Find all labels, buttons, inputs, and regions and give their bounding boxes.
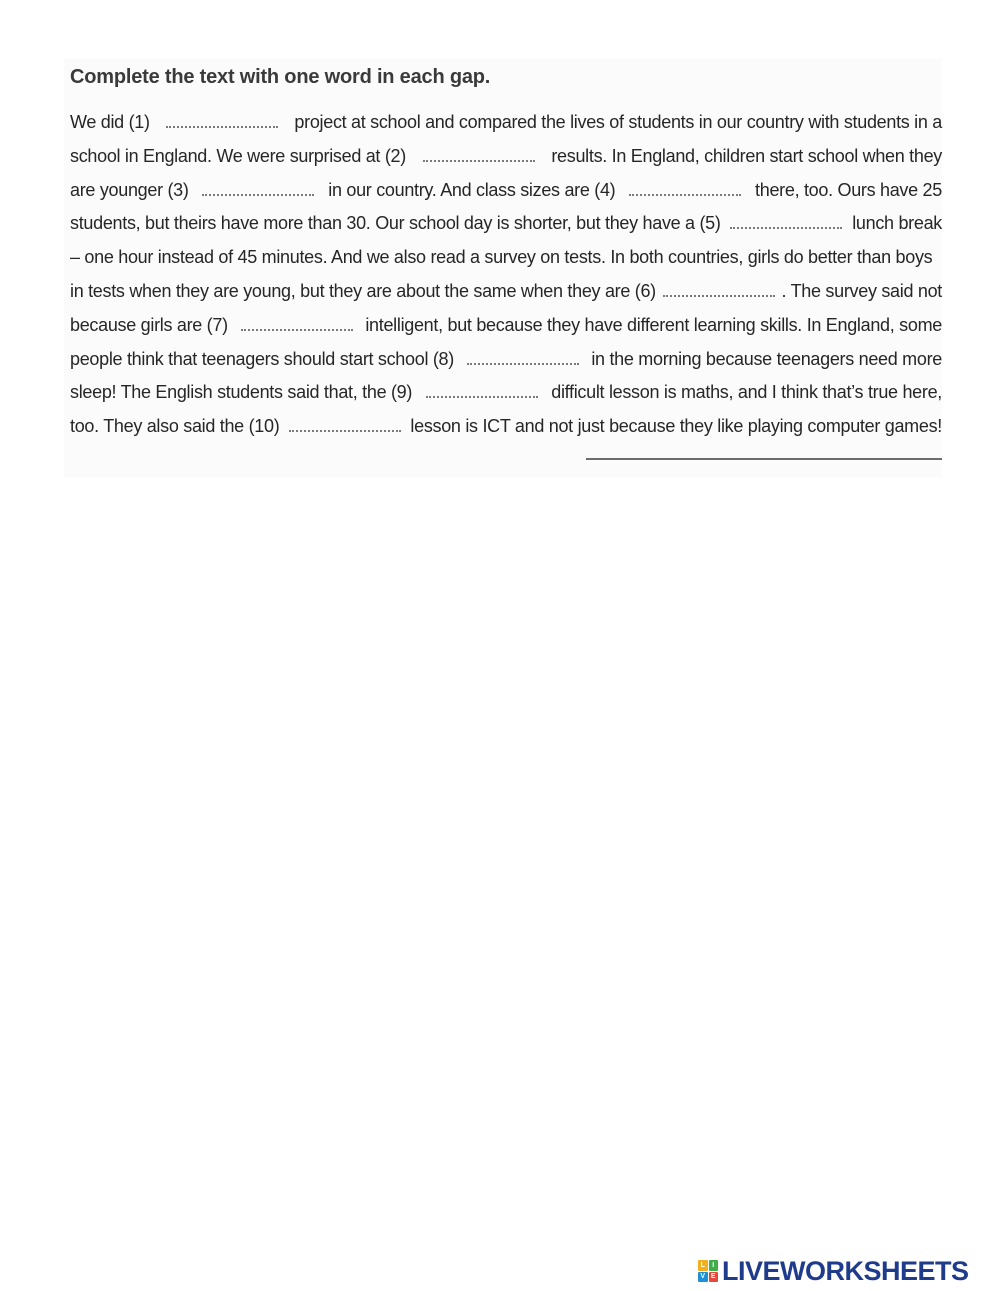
logo-mark-letter: V (698, 1272, 708, 1283)
text-line (70, 416, 942, 450)
text-line (70, 315, 942, 349)
text-line (70, 213, 942, 247)
text-segment: results. In England, children start school when they (551, 145, 942, 166)
text-segment: too. They also said the (10) (70, 416, 280, 437)
text-line (70, 382, 942, 416)
text-segment: project at school and compared the lives of students in our country with students in a (294, 112, 942, 132)
gap-fill-text (70, 112, 942, 450)
text-segment: school in England. We were surprised at (2) (70, 145, 406, 166)
text-segment: . The survey said not (781, 280, 942, 301)
text-segment: because girls are (7) (70, 314, 228, 335)
answer-gap-3[interactable] (202, 182, 314, 196)
answer-gap-2[interactable] (423, 148, 535, 162)
text-segment: sleep! The English students said that, the (9) (70, 382, 413, 403)
divider-line (586, 458, 942, 460)
worksheet-title: Complete the text with one word in each gap. (70, 66, 491, 88)
answer-gap-9[interactable] (426, 384, 538, 398)
answer-gap-7[interactable] (241, 317, 353, 331)
answer-gap-5[interactable] (730, 215, 842, 229)
text-segment: are younger (3) (70, 179, 189, 200)
text-line (70, 146, 942, 180)
answer-gap-8[interactable] (467, 351, 579, 365)
text-segment: We did (1) (70, 112, 150, 132)
logo-text: LIVEWORKSHEETS (722, 1255, 969, 1286)
answer-gap-10[interactable] (289, 418, 401, 432)
text-segment: students, but theirs have more than 30. Our school day is shorter, but they have a (5) (70, 213, 721, 234)
text-segment: difficult lesson is maths, and I think that’s true here, (551, 382, 942, 403)
text-segment: in our country. And class sizes are (4) (328, 179, 616, 200)
text-line (70, 349, 942, 383)
text-segment: in the morning because teenagers need more (591, 348, 942, 369)
text-line (70, 112, 942, 146)
text-line (70, 247, 942, 281)
liveworksheets-logo (698, 1256, 969, 1286)
text-segment: there, too. Ours have 25 (755, 179, 942, 200)
text-line (70, 180, 942, 214)
answer-gap-1[interactable] (166, 114, 278, 128)
logo-mark-letter: I (709, 1260, 719, 1271)
worksheet-sheet (64, 58, 942, 478)
logo-mark-letter: L (698, 1260, 708, 1271)
text-segment: in tests when they are young, but they are about the same when they are (6) (70, 280, 656, 301)
text-segment: – one hour instead of 45 minutes. And we also read a survey on tests. In both countries, girls do better than boys (70, 247, 933, 268)
answer-gap-4[interactable] (629, 182, 741, 196)
text-segment: people think that teenagers should start school (8) (70, 348, 454, 369)
text-line (70, 281, 942, 315)
text-segment: lunch break (852, 213, 942, 234)
logo-mark-letter: E (709, 1272, 719, 1283)
text-segment: lesson is ICT and not just because they like playing computer games! (410, 416, 942, 437)
text-segment: intelligent, but because they have different learning skills. In England, some (365, 314, 942, 335)
answer-gap-6[interactable] (663, 283, 775, 297)
liveworksheets-logo-icon (698, 1260, 718, 1282)
